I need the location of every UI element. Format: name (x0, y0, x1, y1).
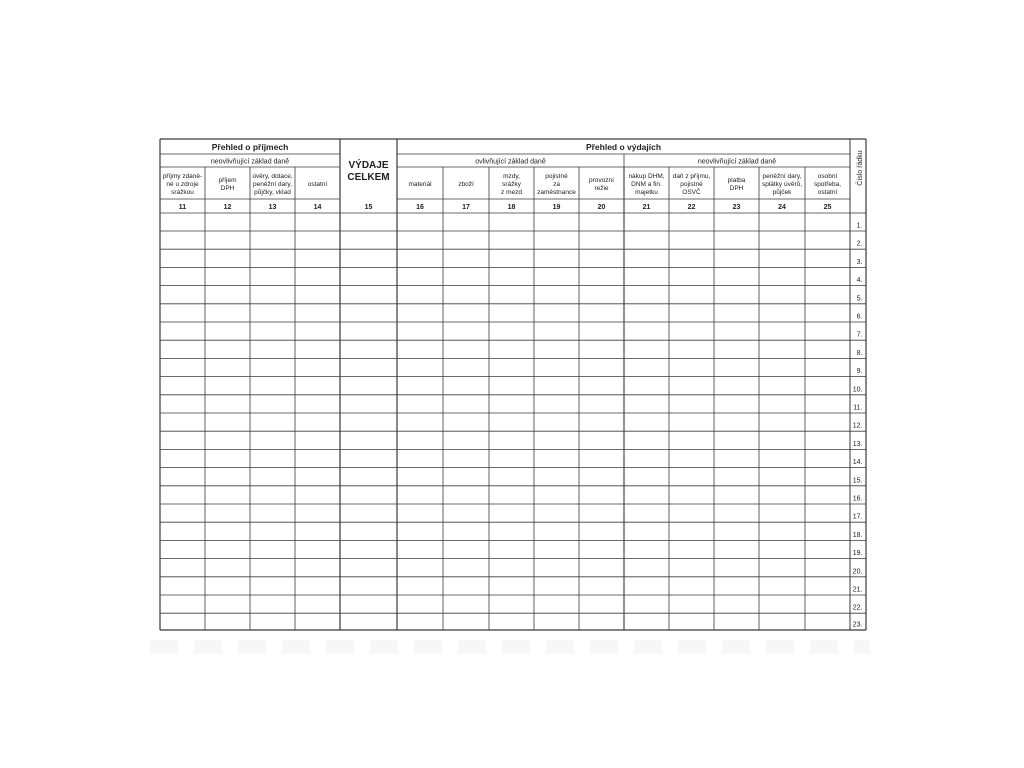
column-number: 12 (223, 204, 232, 211)
column-number: 18 (507, 204, 516, 211)
column-label: materiál (408, 181, 432, 188)
column-label: majetku (635, 189, 658, 197)
row-number: 12. (852, 422, 863, 430)
column-label: pojistné (545, 172, 568, 180)
column-label: provozní (589, 176, 614, 184)
column-label: ostatní (307, 181, 328, 188)
row-number: 8. (856, 349, 863, 357)
column-label: DNM a fin. (631, 181, 662, 188)
column-label: příjmy zdaně- (162, 172, 203, 180)
row-number: 10. (852, 386, 863, 394)
column-label: z mezd (501, 189, 522, 197)
expense-nonaffecting-subtitle: neovlivňující základ daně (697, 158, 777, 166)
column-label: osobní (817, 172, 838, 180)
column-label: peněžní dary, (253, 181, 292, 188)
row-number: 18. (852, 531, 863, 539)
expense-affecting-subtitle: ovlivňující základ daně (475, 158, 546, 166)
column-label: úvěry, dotace, (252, 172, 293, 180)
column-label: peněžní dary, (762, 172, 802, 180)
row-number-header: Číslo řádku (857, 150, 864, 186)
column-number: 11 (178, 204, 187, 211)
column-label: platba (727, 176, 746, 184)
column-label: ostatní (817, 189, 838, 197)
row-number: 17. (852, 513, 863, 521)
column-label: půjčky, vklad (254, 189, 291, 197)
column-label: příjem (218, 176, 237, 184)
row-number: 14. (852, 459, 863, 467)
column-number: 20 (597, 204, 606, 211)
income-title: Přehled o příjmech (211, 142, 289, 152)
column-number: 19 (552, 204, 561, 211)
row-number: 16. (852, 495, 863, 503)
column-label: půjček (772, 189, 792, 197)
column-number: 23 (732, 204, 741, 211)
column-label: režie (594, 185, 609, 193)
column-label: srážky (502, 181, 521, 188)
column-number: 22 (687, 204, 696, 211)
column-number: 13 (268, 204, 277, 211)
column-label: spotřeba, (813, 181, 842, 188)
column-label: splátky úvěrů, (761, 181, 803, 188)
expense-title: Přehled o výdajích (585, 142, 662, 152)
row-number: 7. (856, 331, 863, 339)
row-number: 1. (856, 222, 863, 230)
column-number: 25 (823, 204, 832, 211)
row-number: 11. (853, 404, 863, 412)
column-label: pojistné (680, 181, 703, 188)
row-number: 22. (852, 604, 863, 612)
income-subtitle: neovlivňující základ daně (210, 158, 290, 166)
row-number: 3. (856, 258, 863, 266)
column-label: nákup DHM, (628, 172, 665, 180)
column-label: srážkou (171, 189, 194, 197)
column-number: 17 (462, 204, 470, 211)
column-label: zaměstnance (537, 189, 576, 197)
total-title-line-2: CELKEM (347, 172, 390, 183)
column-number: 15 (364, 204, 373, 211)
row-number: 6. (856, 313, 863, 321)
row-number: 13. (852, 440, 863, 448)
row-number: 20. (852, 568, 863, 576)
column-label: DPH (220, 185, 235, 193)
column-label: za (553, 181, 560, 188)
row-number: 15. (852, 477, 863, 485)
column-label: mzdy, (503, 172, 520, 180)
column-number: 16 (416, 204, 424, 211)
column-label: daň z příjmu, (672, 172, 711, 180)
row-number: 9. (856, 368, 863, 376)
row-number: 2. (856, 240, 863, 248)
column-label: né u zdroje (166, 181, 199, 188)
column-number: 24 (778, 204, 786, 211)
row-number: 5. (856, 295, 863, 303)
row-number: 21. (852, 586, 863, 594)
total-title-line-1: VÝDAJE (348, 160, 389, 171)
row-number: 4. (856, 277, 863, 285)
row-number: 19. (852, 550, 863, 558)
column-label: OSVČ (682, 189, 701, 197)
column-label: zboží (458, 181, 474, 188)
row-number: 23. (852, 621, 863, 629)
column-number: 14 (313, 204, 322, 211)
column-number: 21 (642, 204, 651, 211)
column-label: DPH (729, 185, 744, 193)
